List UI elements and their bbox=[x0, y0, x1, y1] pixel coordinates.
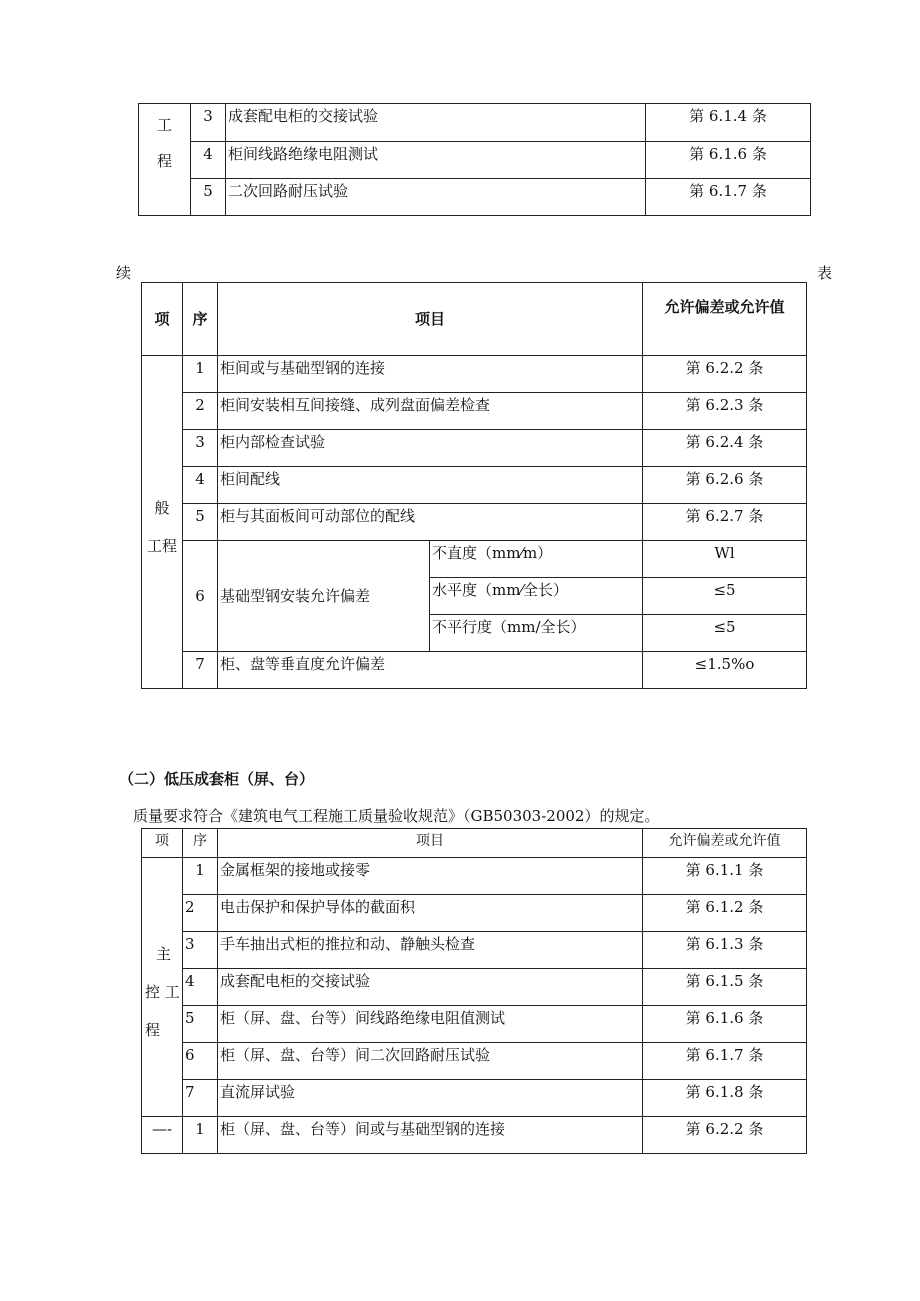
row-item: 柜间或与基础型钢的连接 bbox=[218, 356, 643, 393]
category-char: 工程 bbox=[146, 537, 177, 555]
row-number: 3 bbox=[183, 932, 218, 969]
category-cell bbox=[142, 858, 183, 1117]
sub-value: Wl bbox=[643, 541, 807, 578]
row-item: 基础型钢安装允许偏差 bbox=[218, 541, 430, 652]
category-cell: —- bbox=[142, 1117, 183, 1154]
table-row bbox=[139, 104, 811, 142]
row-ref: 第 6.1.1 条 bbox=[643, 858, 807, 895]
table-row bbox=[142, 895, 807, 932]
row-number: 4 bbox=[183, 969, 218, 1006]
table-header-row bbox=[142, 283, 807, 356]
row-item: 柜内部检查试验 bbox=[218, 430, 643, 467]
row-item: 柜、盘等垂直度允许偏差 bbox=[218, 652, 643, 689]
row-ref: 第 6.1.7 条 bbox=[643, 1043, 807, 1080]
row-item: 柜间安装相互间接缝、成列盘面偏差检查 bbox=[218, 393, 643, 430]
table-row bbox=[142, 393, 807, 430]
table-row bbox=[142, 1080, 807, 1117]
row-number: 6 bbox=[183, 1043, 218, 1080]
category-char: 工 bbox=[156, 116, 172, 134]
section-title: （二）低压成套柜（屏、台） bbox=[119, 770, 315, 788]
row-ref: 第 6.1.6 条 bbox=[643, 1006, 807, 1043]
category-char: 般 bbox=[154, 499, 170, 517]
header-allowance: 允许偏差或允许值 bbox=[643, 283, 807, 356]
header-item: 项目 bbox=[218, 829, 643, 858]
header-item: 项目 bbox=[218, 283, 643, 356]
row-number: 4 bbox=[191, 142, 226, 179]
table-row bbox=[142, 541, 807, 578]
row-item: 柜（屏、盘、台等）间二次回路耐压试验 bbox=[218, 1043, 643, 1080]
row-ref: 第 6.2.7 条 bbox=[643, 504, 807, 541]
row-item: 柜间线路绝缘电阻测试 bbox=[226, 142, 646, 179]
table-row bbox=[139, 179, 811, 216]
row-ref: 第 6.1.8 条 bbox=[643, 1080, 807, 1117]
table-row bbox=[142, 1043, 807, 1080]
table-row bbox=[139, 142, 811, 179]
row-item: 柜（屏、盘、台等）间或与基础型钢的连接 bbox=[218, 1117, 643, 1154]
sub-item: 不平行度（mm/全长） bbox=[430, 615, 643, 652]
row-item: 柜（屏、盘、台等）间线路绝缘电阻值测试 bbox=[218, 1006, 643, 1043]
row-ref: 第 6.1.3 条 bbox=[643, 932, 807, 969]
row-number: 6 bbox=[183, 541, 218, 652]
row-number: 3 bbox=[191, 104, 226, 142]
row-item: 手车抽出式柜的推拉和动、静触头检查 bbox=[218, 932, 643, 969]
row-number: 7 bbox=[183, 652, 218, 689]
row-ref: 第 6.2.3 条 bbox=[643, 393, 807, 430]
sub-item: 不直度（mm⁄m） bbox=[430, 541, 643, 578]
row-ref: 第 6.1.6 条 bbox=[646, 142, 811, 179]
row-number: 1 bbox=[183, 858, 218, 895]
row-ref: 第 6.2.4 条 bbox=[643, 430, 807, 467]
continued-label-right: 表 bbox=[817, 264, 833, 282]
row-item: 电击保护和保护导体的截面积 bbox=[218, 895, 643, 932]
section-description: 质量要求符合《建筑电气工程施工质量验收规范》（GB50303-2002）的规定。 bbox=[133, 807, 660, 825]
header-category: 项 bbox=[142, 829, 183, 858]
table-general bbox=[141, 282, 807, 689]
table-row bbox=[142, 858, 807, 895]
category-char: 程 bbox=[145, 1021, 161, 1039]
row-number: 2 bbox=[183, 895, 218, 932]
row-ref: 第 6.2.2 条 bbox=[643, 1117, 807, 1154]
table-row bbox=[142, 356, 807, 393]
header-number: 序 bbox=[183, 283, 218, 356]
table-row bbox=[142, 932, 807, 969]
row-number: 5 bbox=[191, 179, 226, 216]
row-ref: 第 6.2.2 条 bbox=[643, 356, 807, 393]
row-item: 成套配电柜的交接试验 bbox=[226, 104, 646, 142]
table-main-control-continued bbox=[138, 103, 811, 216]
row-item: 柜间配线 bbox=[218, 467, 643, 504]
table-row bbox=[142, 467, 807, 504]
row-number: 7 bbox=[183, 1080, 218, 1117]
row-ref: 第 6.1.5 条 bbox=[643, 969, 807, 1006]
row-ref: 第 6.2.6 条 bbox=[643, 467, 807, 504]
row-number: 4 bbox=[183, 467, 218, 504]
row-number: 2 bbox=[183, 393, 218, 430]
row-number: 3 bbox=[183, 430, 218, 467]
category-char: 程 bbox=[156, 152, 172, 170]
row-number: 5 bbox=[183, 1006, 218, 1043]
row-item: 金属框架的接地或接零 bbox=[218, 858, 643, 895]
row-item: 成套配电柜的交接试验 bbox=[218, 969, 643, 1006]
table-row bbox=[142, 1006, 807, 1043]
row-number: 5 bbox=[183, 504, 218, 541]
category-cell bbox=[142, 356, 183, 689]
header-category: 项 bbox=[142, 283, 183, 356]
header-allowance: 允许偏差或允许值 bbox=[643, 829, 807, 858]
sub-value: ≤5 bbox=[643, 615, 807, 652]
category-char: 控 工 bbox=[145, 983, 180, 1001]
table-header-row bbox=[142, 829, 807, 858]
table-row bbox=[142, 504, 807, 541]
row-ref: 第 6.1.7 条 bbox=[646, 179, 811, 216]
header-number: 序 bbox=[183, 829, 218, 858]
table-row bbox=[142, 652, 807, 689]
row-item: 二次回路耐压试验 bbox=[226, 179, 646, 216]
table-row bbox=[142, 430, 807, 467]
row-ref: 第 6.1.4 条 bbox=[646, 104, 811, 142]
continued-label-left: 续 bbox=[116, 264, 132, 282]
sub-value: ≤5 bbox=[643, 578, 807, 615]
category-cell bbox=[139, 104, 191, 216]
row-ref: ≤1.5%o bbox=[643, 652, 807, 689]
table-row bbox=[142, 1117, 807, 1154]
row-number: 1 bbox=[183, 356, 218, 393]
row-item: 直流屏试验 bbox=[218, 1080, 643, 1117]
table-low-voltage bbox=[141, 828, 807, 1154]
row-ref: 第 6.1.2 条 bbox=[643, 895, 807, 932]
sub-item: 水平度（mm⁄全长） bbox=[430, 578, 643, 615]
row-item: 柜与其面板间可动部位的配线 bbox=[218, 504, 643, 541]
category-char: 主 bbox=[156, 945, 172, 963]
row-number: 1 bbox=[183, 1117, 218, 1154]
table-row bbox=[142, 969, 807, 1006]
